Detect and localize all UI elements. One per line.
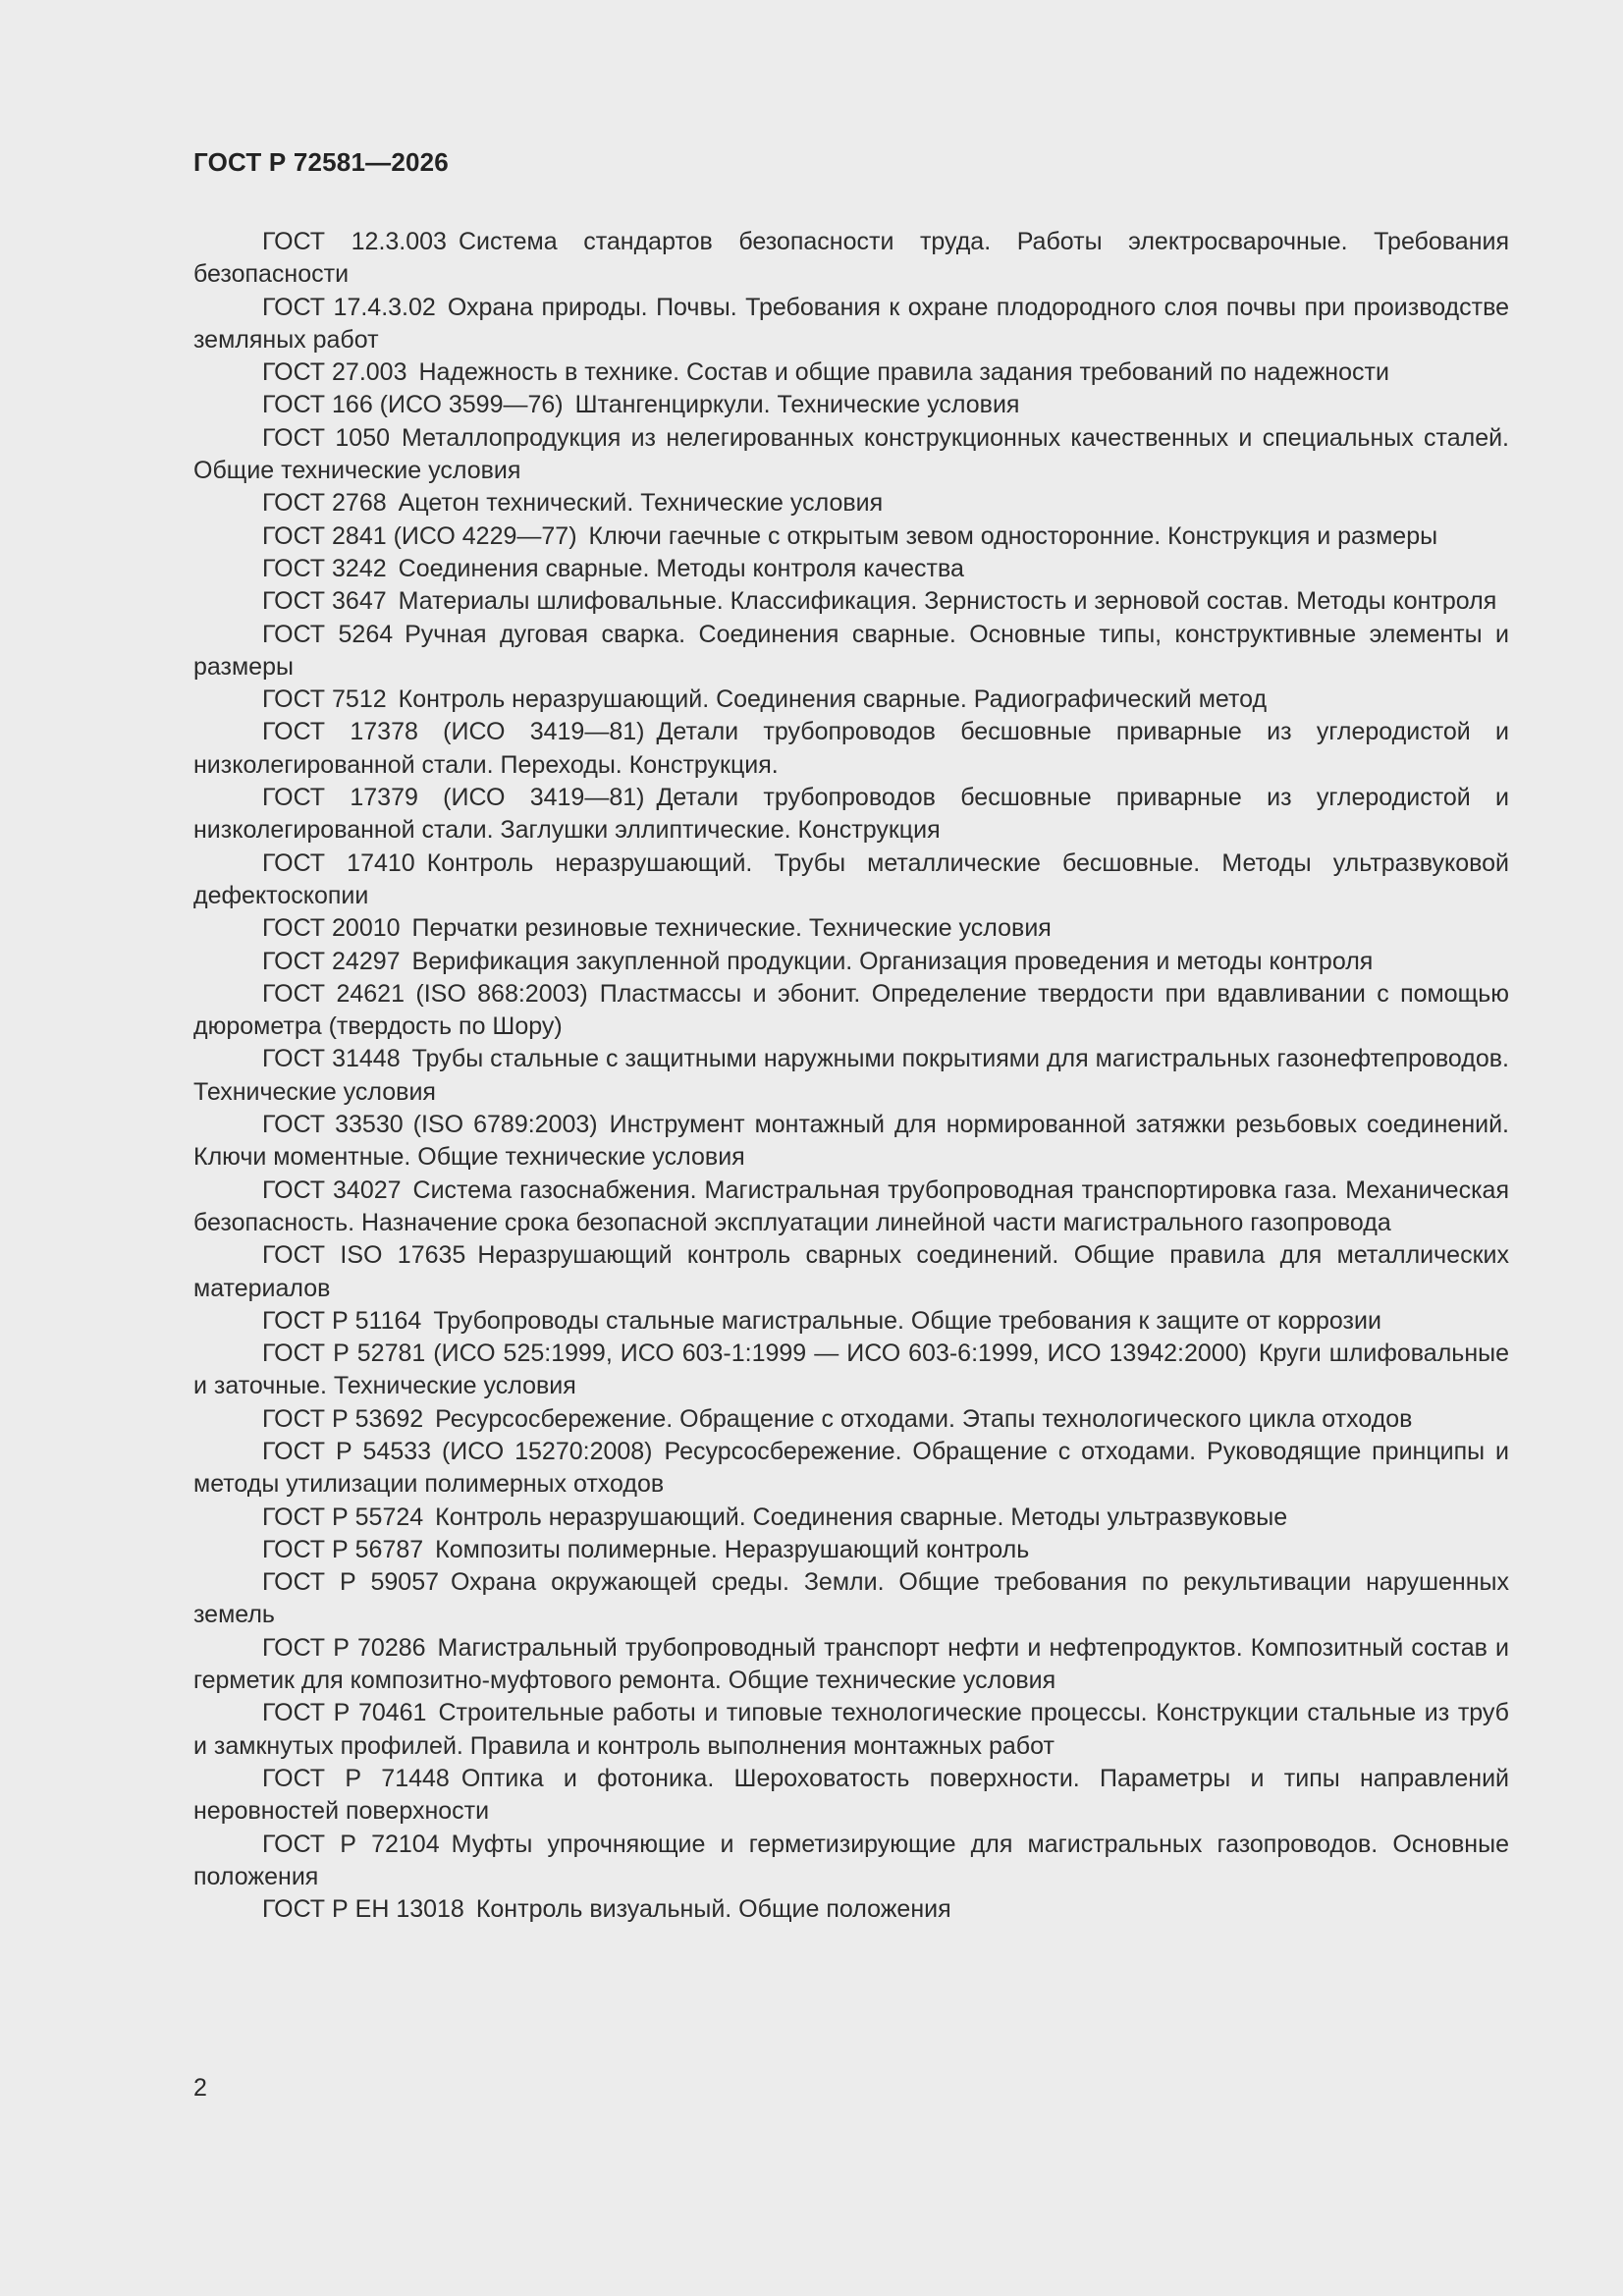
reference-entry bbox=[193, 1566, 1509, 1632]
reference-code: ГОСТ Р ЕН 13018 bbox=[262, 1895, 464, 1924]
reference-title: Круги шлифовальные и заточные. Технические условия bbox=[193, 1339, 1509, 1400]
reference-entry bbox=[193, 619, 1509, 684]
document-header: ГОСТ Р 72581—2026 bbox=[193, 147, 449, 177]
reference-entry bbox=[193, 1697, 1509, 1763]
reference-code: ГОСТ Р 70461 bbox=[262, 1699, 427, 1727]
reference-title: Контроль неразрушающий. Соединения сварные. Методы ультразвуковые bbox=[435, 1503, 1288, 1531]
reference-title: Охрана окружающей среды. Земли. Общие требования по рекультивации нарушенных земель bbox=[193, 1568, 1509, 1629]
reference-entry bbox=[193, 422, 1509, 488]
reference-entry bbox=[193, 553, 1509, 585]
reference-title: Соединения сварные. Методы контроля качества bbox=[398, 554, 964, 582]
reference-code: ГОСТ 34027 bbox=[262, 1175, 402, 1204]
reference-entry bbox=[193, 847, 1509, 913]
reference-title: Композиты полимерные. Неразрушающий контроль bbox=[435, 1535, 1030, 1563]
reference-code: ГОСТ Р 54533 (ИСО 15270:2008) bbox=[262, 1437, 653, 1465]
reference-title: Трубопроводы стальные магистральные. Общие требования к защите от коррозии bbox=[433, 1306, 1381, 1335]
reference-title: Контроль визуальный. Общие положения bbox=[475, 1895, 951, 1924]
reference-title: Ресурсосбережение. Обращение с отходами. Этапы технологического цикла отходов bbox=[435, 1404, 1413, 1433]
page-number: 2 bbox=[193, 2074, 207, 2102]
reference-title: Детали трубопроводов бесшовные приварные из углеродистой и низколегированной стали. Переходы. Конструкция. bbox=[193, 718, 1509, 779]
reference-entry bbox=[193, 1175, 1509, 1240]
reference-code: ГОСТ 3647 bbox=[262, 587, 387, 616]
reference-entry bbox=[193, 683, 1509, 716]
reference-code: ГОСТ 33530 (ISO 6789:2003) bbox=[262, 1111, 598, 1139]
reference-title: Неразрушающий контроль сварных соединений. Общие правила для металлических материалов bbox=[193, 1241, 1509, 1302]
reference-entry bbox=[193, 356, 1509, 389]
reference-entry bbox=[193, 1403, 1509, 1436]
reference-entry bbox=[193, 1436, 1509, 1502]
reference-code: ГОСТ 3242 bbox=[262, 554, 387, 582]
reference-title: Охрана природы. Почвы. Требования к охране плодородного слоя почвы при производстве земляных работ bbox=[193, 293, 1510, 354]
reference-code: ГОСТ 7512 bbox=[262, 685, 387, 714]
reference-title: Муфты упрочняющие и герметизирующие для магистральных газопроводов. Основные положения bbox=[193, 1830, 1509, 1890]
reference-entry bbox=[193, 292, 1509, 357]
reference-code: ГОСТ Р 53692 bbox=[262, 1404, 424, 1433]
reference-code: ГОСТ 17378 (ИСО 3419—81) bbox=[262, 718, 645, 746]
reference-title: Трубы стальные с защитными наружными покрытиями для магистральных газонефтепроводов. Технические условия bbox=[193, 1045, 1510, 1106]
reference-entry bbox=[193, 1829, 1509, 1894]
reference-entry bbox=[193, 1109, 1509, 1175]
reference-entry bbox=[193, 1534, 1509, 1566]
reference-code: ГОСТ 1050 bbox=[262, 423, 391, 452]
reference-title: Металлопродукция из нелегированных конструкционных качественных и специальных сталей. Общие технические условия bbox=[193, 423, 1510, 485]
reference-code: ГОСТ 12.3.003 bbox=[262, 228, 447, 255]
reference-title: Контроль неразрушающий. Трубы металлические бесшовные. Методы ультразвуковой дефектоскопии bbox=[193, 848, 1509, 909]
reference-code: ГОСТ Р 51164 bbox=[262, 1306, 422, 1335]
reference-title: Контроль неразрушающий. Соединения сварные. Радиографический метод bbox=[398, 685, 1268, 714]
reference-code: ГОСТ 20010 bbox=[262, 914, 401, 943]
reference-entry bbox=[193, 1239, 1509, 1305]
reference-code: ГОСТ ISO 17635 bbox=[262, 1241, 466, 1270]
reference-entry bbox=[193, 226, 1509, 292]
reference-title: Строительные работы и типовые технологические процессы. Конструкции стальные из труб и замкнутых профилей. Правила и контроль выполнения монтажных работ bbox=[193, 1699, 1509, 1760]
reference-entry bbox=[193, 389, 1509, 421]
reference-entry bbox=[193, 1632, 1509, 1698]
reference-entry bbox=[193, 487, 1509, 519]
reference-code: ГОСТ 17379 (ИСО 3419—81) bbox=[262, 784, 645, 812]
reference-title: Перчатки резиновые технические. Технические условия bbox=[411, 914, 1052, 943]
reference-title: Надежность в технике. Состав и общие правила задания требований по надежности bbox=[418, 358, 1389, 387]
reference-code: ГОСТ Р 59057 bbox=[262, 1568, 440, 1597]
reference-code: ГОСТ 24297 bbox=[262, 947, 401, 975]
reference-entry bbox=[193, 1502, 1509, 1534]
reference-entry bbox=[193, 782, 1509, 847]
reference-code: ГОСТ 27.003 bbox=[262, 358, 407, 387]
reference-code: ГОСТ 31448 bbox=[262, 1045, 401, 1073]
reference-entry bbox=[193, 716, 1509, 782]
reference-title: Пластмассы и эбонит. Определение твердости при вдавливании с помощью дюрометра (твердость по Шору) bbox=[193, 979, 1509, 1041]
reference-entry bbox=[193, 1305, 1509, 1338]
reference-code: ГОСТ Р 72104 bbox=[262, 1830, 440, 1858]
reference-title: Система стандартов безопасности труда. Работы электросварочные. Требования безопасности bbox=[193, 228, 1509, 289]
reference-code: ГОСТ Р 55724 bbox=[262, 1503, 424, 1531]
reference-title: Верификация закупленной продукции. Организация проведения и методы контроля bbox=[411, 947, 1374, 975]
reference-entry bbox=[193, 520, 1509, 553]
reference-title: Система газоснабжения. Магистральная трубопроводная транспортировка газа. Механическая безопасность. Назначение срока безопасной эксплуатации линейной части магистрального газопровода bbox=[193, 1175, 1509, 1236]
reference-code: ГОСТ 24621 (ISO 868:2003) bbox=[262, 979, 588, 1008]
reference-entry bbox=[193, 1763, 1509, 1829]
reference-title: Ацетон технический. Технические условия bbox=[398, 489, 884, 518]
reference-title: Материалы шлифовальные. Классификация. Зернистость и зерновой состав. Методы контроля bbox=[398, 587, 1497, 616]
reference-title: Инструмент монтажный для нормированной затяжки резьбовых соединений. Ключи моментные. Общие технические условия bbox=[193, 1111, 1509, 1172]
reference-code: ГОСТ 2768 bbox=[262, 489, 387, 518]
reference-entry bbox=[193, 978, 1509, 1044]
reference-entry bbox=[193, 1338, 1509, 1403]
normative-references-list bbox=[193, 226, 1509, 1926]
reference-code: ГОСТ Р 52781 (ИСО 525:1999, ИСО 603-1:1999 — ИСО 603-6:1999, ИСО 13942:2000) bbox=[262, 1339, 1247, 1368]
reference-code: ГОСТ 17.4.3.02 bbox=[262, 293, 436, 321]
reference-entry bbox=[193, 585, 1509, 618]
reference-entry bbox=[193, 912, 1509, 945]
reference-title: Оптика и фотоника. Шероховатость поверхности. Параметры и типы направлений неровностей поверхности bbox=[193, 1764, 1509, 1826]
reference-title: Ключи гаечные с открытым зевом односторонние. Конструкция и размеры bbox=[588, 521, 1438, 550]
reference-entry bbox=[193, 1893, 1509, 1926]
reference-title: Магистральный трубопроводный транспорт нефти и нефтепродуктов. Композитный состав и герметик для композитно-муфтового ремонта. Общие технические условия bbox=[193, 1633, 1509, 1695]
reference-entry bbox=[193, 946, 1509, 978]
reference-title: Детали трубопроводов бесшовные приварные из углеродистой и низколегированной стали. Заглушки эллиптические. Конструкция bbox=[193, 784, 1509, 845]
reference-title: Ручная дуговая сварка. Соединения сварные. Основные типы, конструктивные элементы и размеры bbox=[193, 620, 1509, 681]
reference-title: Штангенциркули. Технические условия bbox=[574, 391, 1020, 419]
reference-code: ГОСТ 17410 bbox=[262, 848, 415, 877]
reference-code: ГОСТ Р 70286 bbox=[262, 1633, 426, 1662]
reference-code: ГОСТ 2841 (ИСО 4229—77) bbox=[262, 521, 577, 550]
reference-code: ГОСТ 166 (ИСО 3599—76) bbox=[262, 391, 564, 419]
reference-code: ГОСТ 5264 bbox=[262, 620, 394, 648]
reference-title: Ресурсосбережение. Обращение с отходами. Руководящие принципы и методы утилизации полимерных отходов bbox=[193, 1437, 1509, 1499]
reference-code: ГОСТ Р 56787 bbox=[262, 1535, 424, 1563]
reference-code: ГОСТ Р 71448 bbox=[262, 1764, 450, 1792]
reference-entry bbox=[193, 1043, 1509, 1109]
